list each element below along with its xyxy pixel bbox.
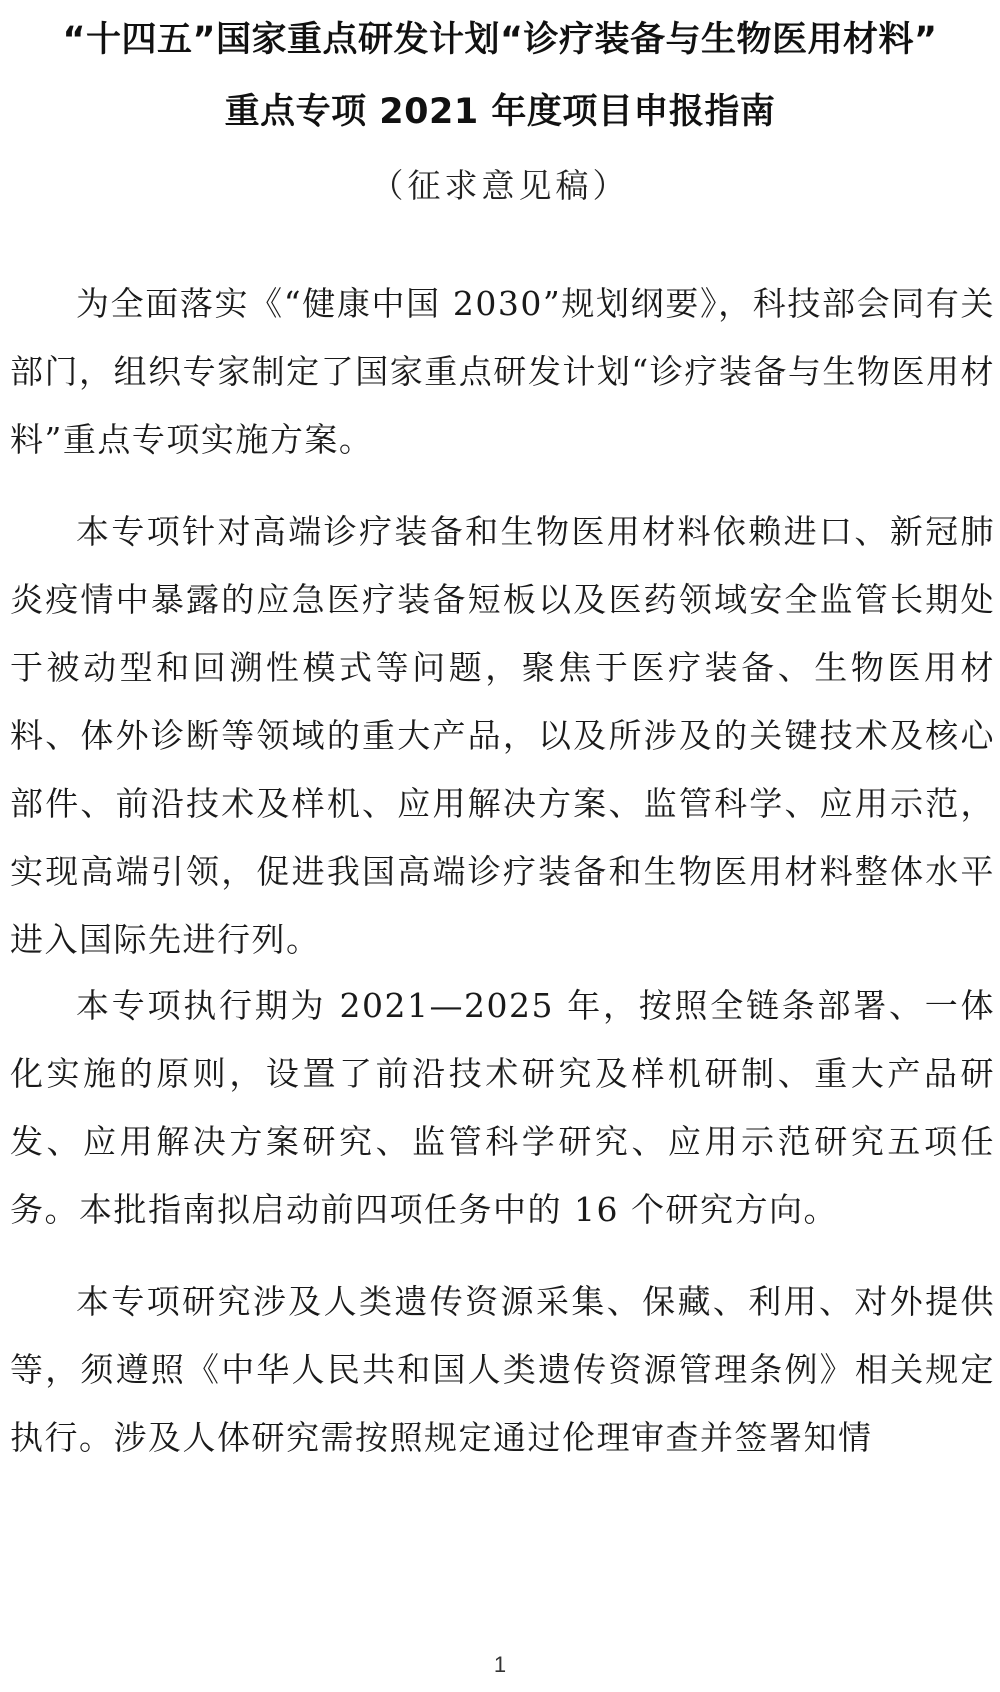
document-title-line-1: “十四五”国家重点研发计划“诊疗装备与生物医用材料”: [62, 20, 938, 60]
page-number: 1: [493, 1652, 507, 1677]
body-paragraph-2: 本专项针对高端诊疗装备和生物医用材料依赖进口、新冠肺炎疫情中暴露的应急医疗装备短板以及医药领域安全监管长期处于被动型和回溯性模式等问题，聚焦于医疗装备、生物医用材料、体外诊断等领域的重大产品，以及所涉及的关键技术及核心部件、前沿技术及样机、应用解决方案、监管科学、应用示范，实现高端引领，促进我国高端诊疗装备和生物医用材料整体水平进入国际先进行列。: [10, 512, 995, 959]
body-paragraph-4: 本专项研究涉及人类遗传资源采集、保藏、利用、对外提供等，须遵照《中华人民共和国人类遗传资源管理条例》相关规定执行。涉及人体研究需按照规定通过伦理审查并签署知情: [10, 1282, 995, 1457]
body-paragraph-3: 本专项执行期为 2021—2025 年，按照全链条部署、一体化实施的原则，设置了前沿技术研究及样机研制、重大产品研发、应用解决方案研究、监管科学研究、应用示范研究五项任务。本批指南拟启动前四项任务中的 16 个研究方向。: [10, 986, 995, 1229]
body-paragraph-1: 为全面落实《“健康中国 2030”规划纲要》，科技部会同有关部门，组织专家制定了国家重点研发计划“诊疗装备与生物医用材料”重点专项实施方案。: [10, 284, 995, 459]
document-subtitle: （征求意见稿）: [370, 166, 630, 205]
document-title-line-2: 重点专项 2021 年度项目申报指南: [224, 92, 776, 132]
